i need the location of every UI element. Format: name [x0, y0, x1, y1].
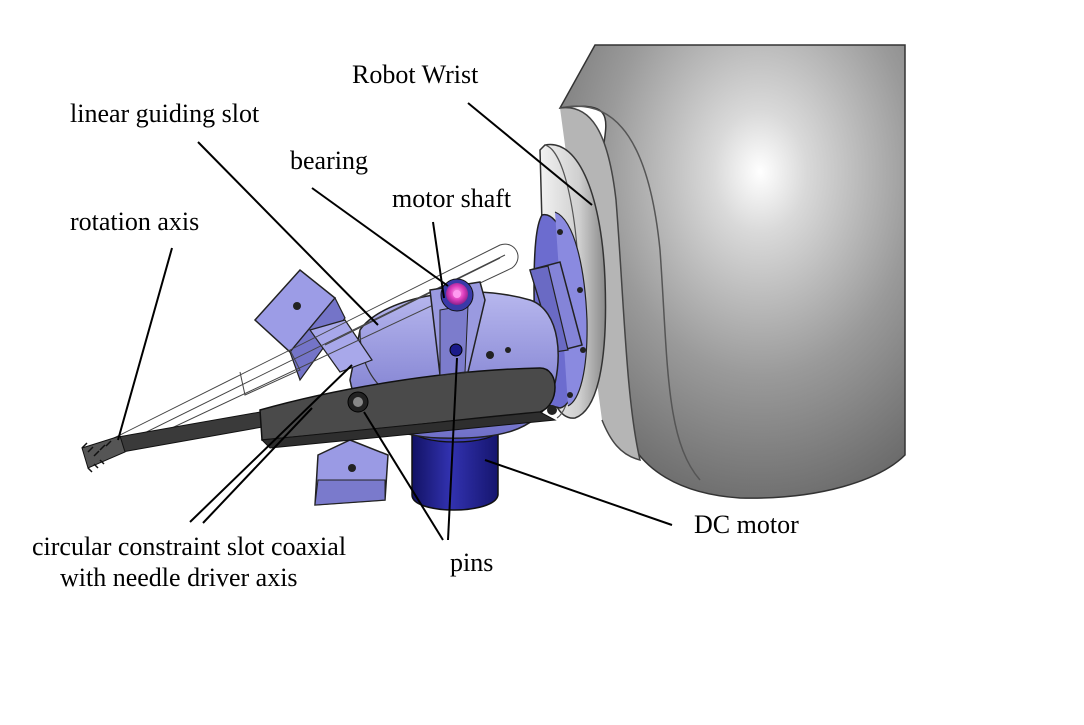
label-circular-constraint-slot-line1: circular constraint slot coaxial	[32, 532, 347, 561]
label-rotation-axis: rotation axis	[70, 207, 200, 236]
leader-dc-motor	[485, 460, 672, 525]
leader-motor-shaft	[433, 222, 444, 298]
label-dc-motor: DC motor	[694, 510, 799, 539]
label-pins: pins	[450, 548, 494, 577]
leader-rotation-axis	[118, 248, 172, 440]
label-motor-shaft: motor shaft	[392, 184, 512, 213]
label-linear-guiding-slot: linear guiding slot	[70, 99, 260, 128]
label-bearing: bearing	[290, 146, 368, 175]
label-circular-constraint-slot-line2: with needle driver axis	[60, 563, 298, 592]
constraint-slot-lower	[315, 440, 388, 505]
lever-arm	[260, 368, 557, 448]
constraint-slot-upper	[255, 270, 372, 380]
robot-wrist-body	[560, 45, 905, 498]
label-robot-wrist: Robot Wrist	[352, 60, 479, 89]
